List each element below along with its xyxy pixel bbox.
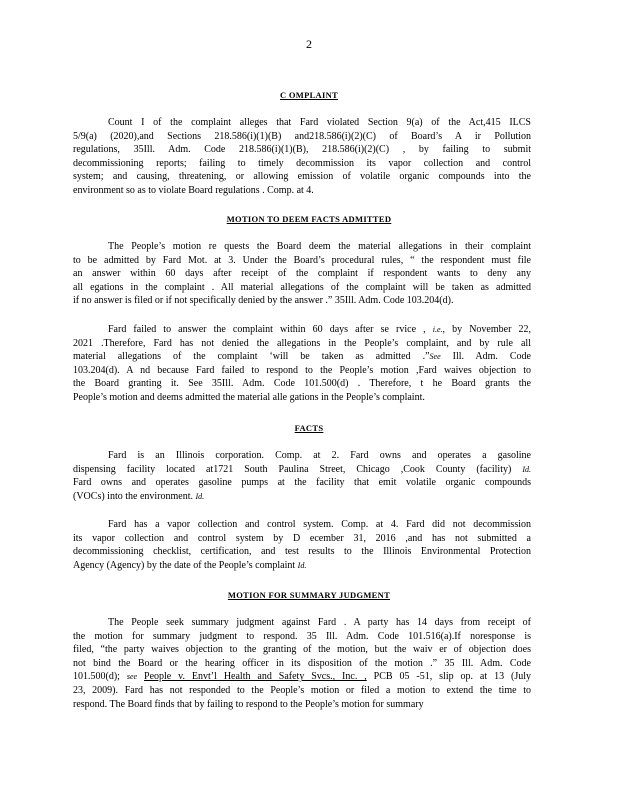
heading-motion-summary: MOTION FOR SUMMARY JUDGMENT — [227, 590, 391, 600]
text-line: 103.204(d). A nd because Fard failed to respond to the People’s motion ,Fard waives objection to — [73, 364, 531, 376]
text-line: regulations, 35Ill. Adm. Code 218.586(i)(1)(B), 218.586(i)(2)(C) , by failing to submit — [73, 144, 531, 156]
text-line: Count I of the complaint alleges that Fard violated Section 9(a) of the Act,415 ILCS — [108, 117, 531, 128]
text-line: Fard is an Illinois corporation. Comp. at 2. Fard owns and operates a gasoline — [108, 450, 531, 461]
text-line: 2021 .Therefore, Fard has not denied the allegations in the People’s complaint, and by rule all — [73, 337, 531, 349]
text-line: The People seek summary judgment against Fard . A party has 14 days from receipt of — [108, 617, 531, 628]
text-line: an answer within 60 days after receipt of the complaint if respondent wants to deny any — [73, 268, 531, 280]
text-line: decommissioning reports; failing to timely decommission its vapor collection and control — [73, 157, 531, 169]
text-line: environment so as to violate Board regulations . Comp. at 4. — [73, 184, 314, 196]
text-line: (VOCs) into the environment. Id. — [73, 490, 205, 502]
text-line: material allegations of the complaint ‘will be taken as admitted .”See Ill. Adm. Code — [73, 351, 531, 363]
text-line: dispensing facility located at1721 South Paulina Street, Chicago ,Cook County (facility) Id. — [73, 463, 532, 475]
case-citation: People v. Envt’l Health and Safety Svcs., Inc. , — [144, 671, 367, 683]
paragraph-complaint — [73, 116, 531, 198]
heading-complaint: C OMPLAINT — [279, 90, 338, 100]
text-line: Fard failed to answer the complaint within 60 days after se rvice , i.e., by November 22, — [108, 324, 532, 335]
text-line: the motion for summary judgment to respond. 35 Ill. Adm. Code 101.516(a).If noresponse is — [73, 630, 531, 642]
heading-motion-deem: MOTION TO DEEM FACTS ADMITTED — [226, 214, 392, 224]
text-line: respond. The Board finds that by failing to respond to the People’s motion for summary — [73, 698, 424, 710]
text-line: 101.500(d); see People v. Envt’l Health and Safety Svcs., Inc. , PCB 05 -51, slip op. at 13 (July — [73, 671, 531, 683]
paragraph-motion-deem-2 — [73, 323, 531, 405]
page-number: 2 — [306, 37, 312, 51]
text-line: all egations in the complaint . All material allegations of the complaint will be taken as admitted — [73, 281, 531, 293]
text-line: People’s motion and deems admitted the material alle gations in the People’s complaint. — [73, 391, 425, 403]
text-line: 23, 2009). Fard has not responded to the People’s motion or filed a motion to extend the time to — [73, 684, 531, 696]
paragraph-motion-deem-1 — [73, 240, 531, 308]
text-line: not bind the Board or the hearing officer in its disposition of the motion .” 35 Ill. Adm. Code — [73, 657, 531, 669]
ie-abbrev: i.e. — [432, 325, 443, 334]
text-line: Fard owns and operates gasoline pumps at the facility that emit volatile organic compounds — [73, 477, 531, 489]
text-line: 5/9(a) (2020),and Sections 218.586(i)(1)(B) and218.586(i)(2)(C) of Board’s A ir Pollution — [73, 130, 531, 142]
text-line: The People’s motion re quests the Board deem the material allegations in their complaint — [108, 241, 531, 252]
text-line: the Board granting it. See 35Ill. Adm. Code 101.500(d) . Therefore, t he Board grants the — [73, 378, 531, 390]
text-line: Agency (Agency) by the date of the People’s complaint Id. — [73, 559, 307, 571]
text-line: if no answer is filed or if not specifically denied by the answer .” 35Ill. Adm. Code 103.204(d). — [73, 295, 454, 307]
text-line: filed, “the party waives objection to the granting of the motion, but the waiv er of objection does — [73, 644, 531, 656]
heading-facts: FACTS — [294, 423, 324, 433]
paragraph-facts-1 — [73, 449, 531, 503]
text-line: its vapor collection and control system by D ecember 31, 2016 ,and has not submitted a — [73, 532, 531, 544]
paragraph-facts-2 — [73, 518, 531, 572]
text-line: system; and causing, threatening, or allowing emission of volatile organic compounds into the — [73, 171, 531, 183]
text-line: decommissioning checklist, certification, and test results to the Illinois Environmental Protection — [73, 546, 531, 558]
text-line: to be admitted by Fard Mot. at 3. Under the Board’s procedural rules, “ the respondent must file — [73, 254, 531, 266]
text-line: Fard has a vapor collection and control system. Comp. at 4. Fard did not decommission — [108, 519, 531, 530]
paragraph-summary — [73, 616, 531, 711]
